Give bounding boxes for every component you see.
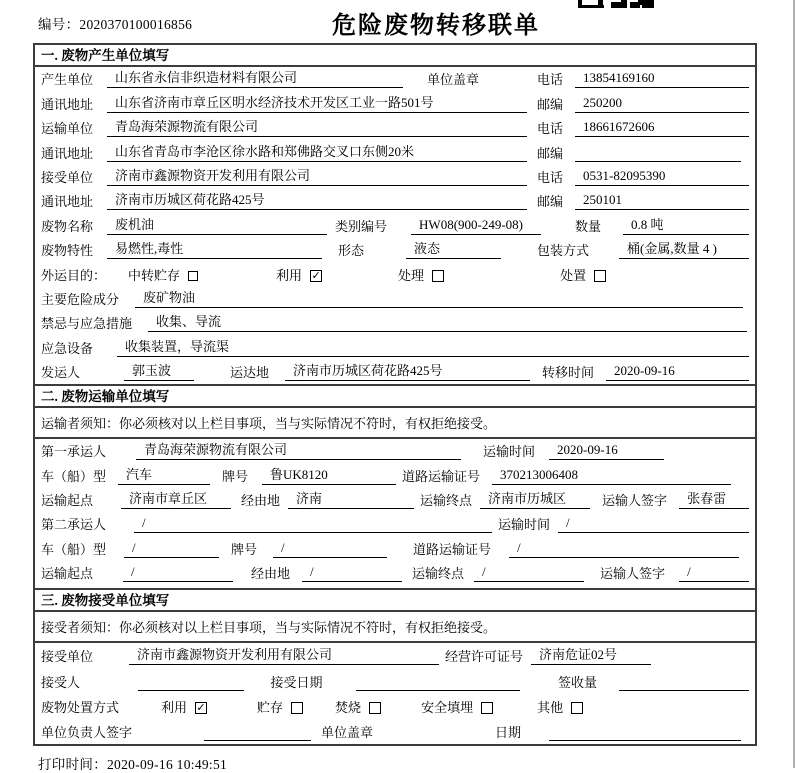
transfer-time-label: 转移时间 bbox=[542, 365, 595, 381]
road-license-2-value: / bbox=[509, 540, 739, 558]
emergency-value: 收集、导流 bbox=[148, 311, 747, 332]
section2-heading: 二. 废物运输单位填写 bbox=[35, 386, 755, 408]
checkbox-disposal-other bbox=[571, 702, 583, 714]
unit-seal-label: 单位盖章 bbox=[321, 725, 374, 741]
print-time-label: 打印时间： bbox=[38, 757, 107, 773]
unit-seal-label: 单位盖章 bbox=[427, 72, 480, 88]
receiving-unit-value: 济南市鑫源物资开发利用有限公司 bbox=[107, 165, 527, 186]
receiving-unit-3-value: 济南市鑫源物资开发利用有限公司 bbox=[129, 644, 439, 665]
row-producer-address bbox=[35, 91, 755, 115]
option-label: 贮存 bbox=[257, 700, 284, 716]
permit-number-value: 济南危证02号 bbox=[531, 644, 651, 665]
carrier-sign-label: 运输人签字 bbox=[602, 492, 668, 508]
option-label: 焚烧 bbox=[335, 700, 362, 716]
second-carrier-label: 第二承运人 bbox=[41, 517, 107, 533]
option-label: 利用 bbox=[276, 267, 303, 283]
receiving-unit-label: 接受单位 bbox=[41, 169, 94, 185]
option-label: 安全填埋 bbox=[421, 700, 474, 716]
zip-label: 邮编 bbox=[537, 96, 564, 112]
acceptor-value bbox=[138, 676, 244, 691]
waste-name-value: 废机油 bbox=[107, 214, 327, 235]
plate-2-value: / bbox=[273, 540, 387, 558]
row-waste-name bbox=[35, 213, 755, 237]
transport-time-2-value: / bbox=[558, 515, 749, 533]
carrier-sign-label: 运输人签字 bbox=[600, 565, 666, 581]
row-waste-properties bbox=[35, 238, 755, 262]
row-disposal-method bbox=[35, 694, 755, 719]
row-route-1 bbox=[35, 488, 755, 512]
quantity-label: 数量 bbox=[575, 218, 602, 234]
receiver-phone-value: 0531-82095390 bbox=[575, 168, 749, 186]
transport-time-value: 2020-09-16 bbox=[549, 442, 664, 460]
row-left bbox=[41, 67, 537, 88]
row-transport-unit bbox=[35, 116, 755, 140]
via-label: 经由地 bbox=[251, 565, 291, 581]
packaging-label: 包装方式 bbox=[537, 243, 590, 259]
checkbox-treat bbox=[432, 270, 444, 282]
road-license-value: 370213006408 bbox=[492, 467, 731, 485]
receiver-zip-value: 250101 bbox=[575, 192, 749, 210]
manifest-table bbox=[33, 43, 757, 746]
plate-label: 牌号 bbox=[231, 541, 258, 557]
via-label: 经由地 bbox=[241, 492, 281, 508]
dispatcher-value: 郭玉波 bbox=[124, 360, 194, 381]
quantity-value: 0.8 吨 bbox=[623, 214, 749, 235]
carrier-sign-2-value: / bbox=[679, 564, 749, 582]
transfer-time-value: 2020-09-16 bbox=[606, 363, 749, 381]
receiver-notice bbox=[35, 612, 755, 643]
checkbox-utilize: ✓ bbox=[311, 269, 321, 282]
via-value: 济南 bbox=[288, 488, 414, 509]
form-value: 液态 bbox=[406, 238, 501, 259]
transport-unit-label: 运输单位 bbox=[41, 121, 94, 137]
section3-heading: 三. 废物接受单位填写 bbox=[35, 590, 755, 612]
acceptor-label: 接受人 bbox=[41, 674, 81, 690]
address-label: 通讯地址 bbox=[41, 96, 94, 112]
route-start-2-value: / bbox=[123, 564, 233, 582]
packaging-value: 桶(金属,数量 4 ) bbox=[619, 238, 749, 259]
carrier-sign-value: 张春雷 bbox=[679, 488, 749, 509]
row-receiver-address bbox=[35, 189, 755, 213]
route-end-value: 济南市历城区 bbox=[480, 488, 590, 509]
doc-number bbox=[38, 13, 192, 33]
row-vehicle-2 bbox=[35, 536, 755, 560]
vehicle-type-2-value: / bbox=[124, 540, 219, 558]
row-vehicle-1 bbox=[35, 463, 755, 487]
accept-date-value bbox=[356, 676, 519, 691]
received-qty-label: 签收量 bbox=[557, 674, 597, 690]
doc-number-label: 编号： bbox=[38, 17, 80, 32]
producer-address-value: 山东省济南市章丘区明水经济技术开发区工业一路501号 bbox=[107, 92, 527, 113]
notice-text: 运输者须知：你必须核对以上栏目事项，当与实际情况不符时，有权拒绝接受。 bbox=[41, 416, 497, 432]
route-end-label: 运输终点 bbox=[412, 565, 465, 581]
row-transfer-purpose bbox=[35, 262, 755, 286]
date-value bbox=[549, 726, 741, 741]
waste-name-label: 废物名称 bbox=[41, 218, 94, 234]
purpose-option-storage bbox=[128, 265, 198, 284]
purpose-option-dispose bbox=[560, 265, 606, 284]
via-2-value: / bbox=[302, 564, 402, 582]
transporter-zip-value bbox=[575, 147, 741, 162]
road-license-label: 道路运输证号 bbox=[413, 541, 492, 557]
plate-value: 鲁UK8120 bbox=[262, 464, 396, 485]
disposal-option-incinerate bbox=[335, 697, 381, 716]
destination-value: 济南市历城区荷花路425号 bbox=[285, 360, 530, 381]
row-second-carrier bbox=[35, 512, 755, 536]
section-producer bbox=[33, 43, 757, 386]
disposal-option-other bbox=[537, 697, 583, 716]
section1-heading: 一. 废物产生单位填写 bbox=[35, 45, 755, 67]
waste-props-value: 易燃性,毒性 bbox=[107, 238, 322, 259]
road-license-label: 道路运输证号 bbox=[402, 468, 481, 484]
row-emergency-equipment bbox=[35, 335, 755, 359]
checkbox-disposal-landfill bbox=[481, 702, 493, 714]
waste-props-label: 废物特性 bbox=[41, 243, 94, 259]
checkbox-dispose bbox=[594, 270, 606, 282]
hazard-label: 主要危险成分 bbox=[41, 291, 120, 307]
route-start-value: 济南市章丘区 bbox=[121, 488, 231, 509]
second-carrier-value: / bbox=[134, 515, 492, 533]
address-label: 通讯地址 bbox=[41, 145, 94, 161]
notice-text: 接受者须知：你必须核对以上栏目事项，当与实际情况不符时，有权拒绝接受。 bbox=[41, 619, 497, 635]
producer-zip-value: 250200 bbox=[575, 95, 749, 113]
receiver-address-value: 济南市历城区荷花路425号 bbox=[107, 189, 527, 210]
checkbox-disposal-utilize: ✓ bbox=[196, 702, 206, 715]
row-route-2 bbox=[35, 561, 755, 585]
row-receiving-unit bbox=[35, 165, 755, 189]
row-right bbox=[537, 69, 749, 88]
vehicle-type-value: 汽车 bbox=[118, 464, 210, 485]
zip-label: 邮编 bbox=[537, 145, 564, 161]
doc-number-value: 2020370100016856 bbox=[79, 17, 193, 32]
row-hazard-components bbox=[35, 287, 755, 311]
disposal-method-label: 废物处置方式 bbox=[41, 700, 120, 716]
purpose-option-treat bbox=[398, 265, 444, 284]
zip-label: 邮编 bbox=[537, 194, 564, 210]
qr-code-fragment-icon bbox=[578, 0, 656, 8]
phone-label: 电话 bbox=[537, 72, 564, 88]
transporter-phone-value: 18661672606 bbox=[575, 119, 749, 137]
emergency-label: 禁忌与应急措施 bbox=[41, 316, 133, 332]
destination-label: 运达地 bbox=[230, 365, 270, 381]
disposal-option-utilize bbox=[161, 697, 207, 716]
category-code-value: HW08(900-249-08) bbox=[411, 217, 541, 235]
route-start-label: 运输起点 bbox=[41, 565, 94, 581]
checkbox-disposal-incinerate bbox=[369, 702, 381, 714]
form-title: 危险废物转移联单 bbox=[332, 13, 540, 39]
page-right-edge bbox=[793, 0, 795, 768]
section-transporter bbox=[33, 384, 757, 590]
phone-label: 电话 bbox=[537, 169, 564, 185]
receiving-unit-label: 接受单位 bbox=[41, 649, 94, 665]
plate-label: 牌号 bbox=[222, 468, 249, 484]
section-receiver bbox=[33, 588, 757, 747]
vehicle-type-label: 车（船）型 bbox=[41, 541, 107, 557]
row-receiving-unit-3 bbox=[35, 643, 755, 668]
producer-phone-value: 13854169160 bbox=[575, 70, 749, 88]
first-carrier-value: 青岛海荣源物流有限公司 bbox=[136, 439, 461, 460]
phone-label: 电话 bbox=[537, 121, 564, 137]
equipment-label: 应急设备 bbox=[41, 340, 94, 356]
route-start-label: 运输起点 bbox=[41, 492, 94, 508]
category-code-label: 类别编号 bbox=[335, 218, 388, 234]
checkbox-disposal-store bbox=[291, 702, 303, 714]
row-responsible-sign bbox=[35, 719, 755, 744]
option-label: 其他 bbox=[537, 700, 564, 716]
checkbox-storage bbox=[188, 271, 198, 281]
hazard-value: 废矿物油 bbox=[135, 287, 743, 308]
form-label: 形态 bbox=[338, 243, 365, 259]
dispatcher-label: 发运人 bbox=[41, 365, 81, 381]
transport-unit-value: 青岛海荣源物流有限公司 bbox=[107, 116, 527, 137]
purpose-option-utilize bbox=[276, 265, 322, 284]
purpose-label: 外运目的： bbox=[41, 267, 107, 283]
option-label: 处理 bbox=[398, 267, 425, 283]
date-label: 日期 bbox=[495, 725, 522, 741]
print-time bbox=[38, 753, 796, 773]
transport-time-label: 运输时间 bbox=[483, 444, 536, 460]
equipment-value: 收集装置，导流渠 bbox=[117, 336, 749, 357]
first-carrier-label: 第一承运人 bbox=[41, 444, 107, 460]
row-dispatch bbox=[35, 360, 755, 384]
transporter-address-value: 山东省青岛市李沧区徐水路和郑佛路交叉口东侧20米 bbox=[107, 141, 527, 162]
option-label: 利用 bbox=[161, 700, 188, 716]
responsible-sign-value bbox=[204, 726, 311, 741]
permit-number-label: 经营许可证号 bbox=[445, 649, 524, 665]
transporter-notice bbox=[35, 408, 755, 439]
producer-unit-label: 产生单位 bbox=[41, 72, 94, 88]
row-first-carrier bbox=[35, 439, 755, 463]
responsible-sign-label: 单位负责人签字 bbox=[41, 725, 133, 741]
producer-unit-value: 山东省永信非织造材料有限公司 bbox=[107, 67, 403, 88]
disposal-option-landfill bbox=[421, 697, 493, 716]
option-label: 中转贮存 bbox=[128, 267, 181, 283]
disposal-option-store bbox=[257, 697, 303, 716]
row-transporter-address bbox=[35, 140, 755, 164]
row-emergency-measures bbox=[35, 311, 755, 335]
address-label: 通讯地址 bbox=[41, 194, 94, 210]
received-qty-value bbox=[619, 676, 749, 691]
option-label: 处置 bbox=[560, 267, 587, 283]
vehicle-type-label: 车（船）型 bbox=[41, 468, 107, 484]
accept-date-label: 接受日期 bbox=[270, 674, 323, 690]
row-producer-unit bbox=[35, 67, 755, 91]
route-end-2-value: / bbox=[474, 564, 584, 582]
row-acceptance bbox=[35, 668, 755, 693]
print-time-value: 2020-09-16 10:49:51 bbox=[107, 757, 228, 773]
route-end-label: 运输终点 bbox=[420, 492, 473, 508]
document-header bbox=[0, 0, 796, 43]
transport-time-label: 运输时间 bbox=[498, 517, 551, 533]
